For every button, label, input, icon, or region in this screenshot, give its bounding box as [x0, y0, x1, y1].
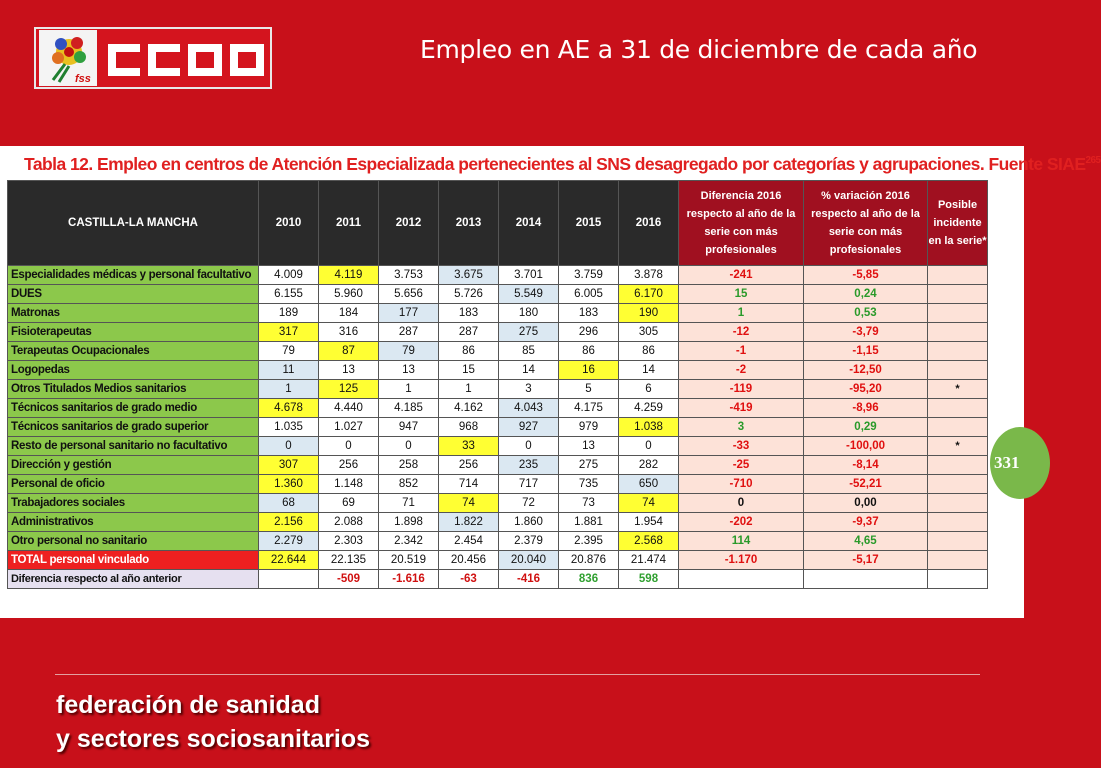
year-value-cell: 1.954 — [619, 513, 679, 532]
header-year: 2015 — [559, 181, 619, 266]
incident-flag-cell — [928, 342, 988, 361]
percent-variation-cell: -5,85 — [804, 266, 928, 285]
year-value-cell: 5.656 — [379, 285, 439, 304]
difference-cell: -1 — [679, 342, 804, 361]
row-label: Resto de personal sanitario no facultativo — [8, 437, 259, 456]
percent-variation-cell: -3,79 — [804, 323, 928, 342]
year-value-cell: 72 — [499, 494, 559, 513]
year-value-cell: 1.860 — [499, 513, 559, 532]
percent-variation-cell: -100,00 — [804, 437, 928, 456]
percent-variation-cell: -95,20 — [804, 380, 928, 399]
year-value-cell: 4.440 — [319, 399, 379, 418]
row-label: DUES — [8, 285, 259, 304]
table-title — [24, 154, 1101, 175]
difference-cell: -419 — [679, 399, 804, 418]
percent-variation-cell: -8,14 — [804, 456, 928, 475]
incident-flag-cell — [928, 304, 988, 323]
year-value-cell: 947 — [379, 418, 439, 437]
difference-cell: 114 — [679, 532, 804, 551]
header-region: CASTILLA-LA MANCHA — [8, 181, 259, 266]
year-value-cell: 1.822 — [439, 513, 499, 532]
year-value-cell: 69 — [319, 494, 379, 513]
difference-cell: 1 — [679, 304, 804, 323]
row-label: Técnicos sanitarios de grado superior — [8, 418, 259, 437]
incident-flag-cell — [928, 494, 988, 513]
year-value-cell: 256 — [439, 456, 499, 475]
year-value-cell: 71 — [379, 494, 439, 513]
empty-cell — [804, 570, 928, 589]
row-label: Personal de oficio — [8, 475, 259, 494]
year-value-cell: 6.155 — [259, 285, 319, 304]
year-value-cell: 317 — [259, 323, 319, 342]
year-value-cell: 16 — [559, 361, 619, 380]
percent-variation-cell: 0,24 — [804, 285, 928, 304]
incident-flag-cell — [928, 513, 988, 532]
year-value-cell: 183 — [559, 304, 619, 323]
year-value-cell: 87 — [319, 342, 379, 361]
year-value-cell: 2.568 — [619, 532, 679, 551]
year-value-cell: 22.644 — [259, 551, 319, 570]
year-value-cell: 282 — [619, 456, 679, 475]
year-value-cell: 125 — [319, 380, 379, 399]
year-value-cell: 2.454 — [439, 532, 499, 551]
year-value-cell: 6.005 — [559, 285, 619, 304]
percent-variation-cell: -8,96 — [804, 399, 928, 418]
year-value-cell: 86 — [559, 342, 619, 361]
difference-row-label: Diferencia respecto al año anterior — [8, 570, 259, 589]
annual-difference-cell: 598 — [619, 570, 679, 589]
difference-cell: -1.170 — [679, 551, 804, 570]
empty-cell — [679, 570, 804, 589]
annual-difference-cell: -1.616 — [379, 570, 439, 589]
header-year: 2010 — [259, 181, 319, 266]
year-value-cell: 189 — [259, 304, 319, 323]
year-value-cell: 650 — [619, 475, 679, 494]
year-value-cell: 85 — [499, 342, 559, 361]
header-possible-incident: Posible incidente en la serie* — [928, 181, 988, 266]
year-value-cell: 2.379 — [499, 532, 559, 551]
table-row — [8, 304, 988, 323]
table-row — [8, 418, 988, 437]
year-value-cell: 6 — [619, 380, 679, 399]
annual-difference-cell: 836 — [559, 570, 619, 589]
difference-cell: -25 — [679, 456, 804, 475]
ccoo-wordmark — [106, 42, 266, 78]
difference-cell: -241 — [679, 266, 804, 285]
year-value-cell: 1 — [259, 380, 319, 399]
year-value-cell: 190 — [619, 304, 679, 323]
year-value-cell: 11 — [259, 361, 319, 380]
year-value-cell: 296 — [559, 323, 619, 342]
year-value-cell: 316 — [319, 323, 379, 342]
year-value-cell: 968 — [439, 418, 499, 437]
year-value-cell: 5.960 — [319, 285, 379, 304]
year-value-cell: 307 — [259, 456, 319, 475]
year-value-cell: 3 — [499, 380, 559, 399]
table-row — [8, 551, 988, 570]
year-value-cell: 21.474 — [619, 551, 679, 570]
table-row — [8, 494, 988, 513]
header-year: 2011 — [319, 181, 379, 266]
footer-divider — [55, 674, 980, 675]
year-value-cell: 3.701 — [499, 266, 559, 285]
row-label: Trabajadores sociales — [8, 494, 259, 513]
year-value-cell: 0 — [319, 437, 379, 456]
content-area — [0, 146, 1101, 618]
table-body — [8, 266, 988, 589]
difference-cell: 0 — [679, 494, 804, 513]
year-value-cell: 74 — [439, 494, 499, 513]
year-value-cell: 3.753 — [379, 266, 439, 285]
percent-variation-cell: -5,17 — [804, 551, 928, 570]
year-value-cell: 5.549 — [499, 285, 559, 304]
year-value-cell: 79 — [259, 342, 319, 361]
year-value-cell: 275 — [499, 323, 559, 342]
year-value-cell: 4.009 — [259, 266, 319, 285]
table-row — [8, 475, 988, 494]
year-value-cell: 13 — [379, 361, 439, 380]
year-value-cell: 258 — [379, 456, 439, 475]
percent-variation-cell: 0,29 — [804, 418, 928, 437]
difference-cell: -202 — [679, 513, 804, 532]
table-row — [8, 323, 988, 342]
year-value-cell: 20.040 — [499, 551, 559, 570]
year-value-cell: 287 — [439, 323, 499, 342]
year-value-cell: 275 — [559, 456, 619, 475]
slide-title: Empleo en AE a 31 de diciembre de cada año — [420, 35, 978, 64]
fss-flower-icon — [39, 30, 97, 86]
year-value-cell: 22.135 — [319, 551, 379, 570]
year-value-cell: 0 — [619, 437, 679, 456]
year-value-cell: 2.156 — [259, 513, 319, 532]
table-row — [8, 266, 988, 285]
difference-cell: -33 — [679, 437, 804, 456]
year-value-cell: 735 — [559, 475, 619, 494]
year-value-cell: 4.678 — [259, 399, 319, 418]
year-value-cell: 20.456 — [439, 551, 499, 570]
year-value-cell: 68 — [259, 494, 319, 513]
incident-flag-cell: * — [928, 437, 988, 456]
footer-org-name — [56, 688, 370, 756]
year-value-cell: 13 — [319, 361, 379, 380]
year-value-cell: 2.342 — [379, 532, 439, 551]
empty-cell — [928, 570, 988, 589]
table-row — [8, 532, 988, 551]
difference-row — [8, 570, 988, 589]
percent-variation-cell: 0,53 — [804, 304, 928, 323]
year-value-cell: 1.898 — [379, 513, 439, 532]
row-label: TOTAL personal vinculado — [8, 551, 259, 570]
year-value-cell: 2.088 — [319, 513, 379, 532]
year-value-cell: 0 — [259, 437, 319, 456]
row-label: Otro personal no sanitario — [8, 532, 259, 551]
year-value-cell: 717 — [499, 475, 559, 494]
year-value-cell: 4.162 — [439, 399, 499, 418]
year-value-cell: 177 — [379, 304, 439, 323]
percent-variation-cell: -9,37 — [804, 513, 928, 532]
percent-variation-cell: -12,50 — [804, 361, 928, 380]
fss-label: fss — [75, 73, 91, 85]
year-value-cell: 714 — [439, 475, 499, 494]
annual-difference-cell — [259, 570, 319, 589]
table-row — [8, 380, 988, 399]
table-row — [8, 342, 988, 361]
table-row — [8, 513, 988, 532]
year-value-cell: 33 — [439, 437, 499, 456]
year-value-cell: 1.038 — [619, 418, 679, 437]
year-value-cell: 14 — [619, 361, 679, 380]
year-value-cell: 5.726 — [439, 285, 499, 304]
annual-difference-cell: -63 — [439, 570, 499, 589]
header-year: 2014 — [499, 181, 559, 266]
year-value-cell: 73 — [559, 494, 619, 513]
year-value-cell: 79 — [379, 342, 439, 361]
year-value-cell: 183 — [439, 304, 499, 323]
year-value-cell: 1 — [379, 380, 439, 399]
percent-variation-cell: -1,15 — [804, 342, 928, 361]
year-value-cell: 6.170 — [619, 285, 679, 304]
annual-difference-cell: -416 — [499, 570, 559, 589]
row-label: Fisioterapeutas — [8, 323, 259, 342]
year-value-cell: 86 — [439, 342, 499, 361]
row-label: Técnicos sanitarios de grado medio — [8, 399, 259, 418]
incident-flag-cell — [928, 418, 988, 437]
difference-cell: -119 — [679, 380, 804, 399]
year-value-cell: 20.519 — [379, 551, 439, 570]
footer-line-2: y sectores sociosanitarios — [56, 725, 371, 753]
annual-difference-cell: -509 — [319, 570, 379, 589]
year-value-cell: 4.175 — [559, 399, 619, 418]
year-value-cell: 4.043 — [499, 399, 559, 418]
header-year: 2012 — [379, 181, 439, 266]
year-value-cell: 1 — [439, 380, 499, 399]
row-label: Otros Titulados Medios sanitarios — [8, 380, 259, 399]
year-value-cell: 86 — [619, 342, 679, 361]
year-value-cell: 20.876 — [559, 551, 619, 570]
year-value-cell: 1.360 — [259, 475, 319, 494]
table-row — [8, 285, 988, 304]
header-year: 2016 — [619, 181, 679, 266]
row-label: Terapeutas Ocupacionales — [8, 342, 259, 361]
year-value-cell: 1.027 — [319, 418, 379, 437]
year-value-cell: 0 — [499, 437, 559, 456]
incident-flag-cell — [928, 475, 988, 494]
incident-flag-cell — [928, 285, 988, 304]
row-label: Matronas — [8, 304, 259, 323]
year-value-cell: 2.395 — [559, 532, 619, 551]
table-header-row — [8, 181, 988, 266]
table-title-text: Tabla 12. Empleo en centros de Atención Especializada pertenecientes al SNS desagregado por categorías y agrupaciones. Fuente SIAE — [24, 154, 1086, 174]
incident-flag-cell — [928, 323, 988, 342]
row-label: Especialidades médicas y personal facultativo — [8, 266, 259, 285]
year-value-cell: 1.881 — [559, 513, 619, 532]
table-row — [8, 437, 988, 456]
year-value-cell: 15 — [439, 361, 499, 380]
year-value-cell: 3.759 — [559, 266, 619, 285]
table-row — [8, 456, 988, 475]
footer-line-1: federación de sanidad — [56, 691, 320, 719]
table-title-footnote: 265 — [1085, 155, 1101, 167]
percent-variation-cell: 0,00 — [804, 494, 928, 513]
difference-cell: -2 — [679, 361, 804, 380]
employment-table — [7, 180, 988, 589]
year-value-cell: 13 — [559, 437, 619, 456]
year-value-cell: 4.259 — [619, 399, 679, 418]
row-label: Dirección y gestión — [8, 456, 259, 475]
difference-cell: -12 — [679, 323, 804, 342]
incident-flag-cell — [928, 532, 988, 551]
year-value-cell: 979 — [559, 418, 619, 437]
percent-variation-cell: 4,65 — [804, 532, 928, 551]
slide-header — [0, 0, 1024, 146]
year-value-cell: 180 — [499, 304, 559, 323]
ccoo-logo — [34, 27, 272, 89]
year-value-cell: 235 — [499, 456, 559, 475]
year-value-cell: 74 — [619, 494, 679, 513]
year-value-cell: 852 — [379, 475, 439, 494]
incident-flag-cell — [928, 266, 988, 285]
year-value-cell: 305 — [619, 323, 679, 342]
year-value-cell: 3.878 — [619, 266, 679, 285]
incident-flag-cell: * — [928, 380, 988, 399]
year-value-cell: 14 — [499, 361, 559, 380]
year-value-cell: 287 — [379, 323, 439, 342]
incident-flag-cell — [928, 551, 988, 570]
year-value-cell: 1.035 — [259, 418, 319, 437]
row-label: Logopedas — [8, 361, 259, 380]
year-value-cell: 184 — [319, 304, 379, 323]
header-difference: Diferencia 2016 respecto al año de la serie con más profesionales — [679, 181, 804, 266]
year-value-cell: 1.148 — [319, 475, 379, 494]
table-row — [8, 399, 988, 418]
table-row — [8, 361, 988, 380]
year-value-cell: 5 — [559, 380, 619, 399]
year-value-cell: 3.675 — [439, 266, 499, 285]
percent-variation-cell: -52,21 — [804, 475, 928, 494]
difference-cell: 15 — [679, 285, 804, 304]
year-value-cell: 927 — [499, 418, 559, 437]
incident-flag-cell — [928, 361, 988, 380]
incident-flag-cell — [928, 456, 988, 475]
year-value-cell: 256 — [319, 456, 379, 475]
header-percent-variation: % variación 2016 respecto al año de la serie con más profesionales — [804, 181, 928, 266]
year-value-cell: 0 — [379, 437, 439, 456]
difference-cell: -710 — [679, 475, 804, 494]
year-value-cell: 4.185 — [379, 399, 439, 418]
year-value-cell: 2.303 — [319, 532, 379, 551]
page-number-badge: 331 — [990, 427, 1050, 499]
incident-flag-cell — [928, 399, 988, 418]
row-label: Administrativos — [8, 513, 259, 532]
year-value-cell: 4.119 — [319, 266, 379, 285]
header-year: 2013 — [439, 181, 499, 266]
difference-cell: 3 — [679, 418, 804, 437]
year-value-cell: 2.279 — [259, 532, 319, 551]
